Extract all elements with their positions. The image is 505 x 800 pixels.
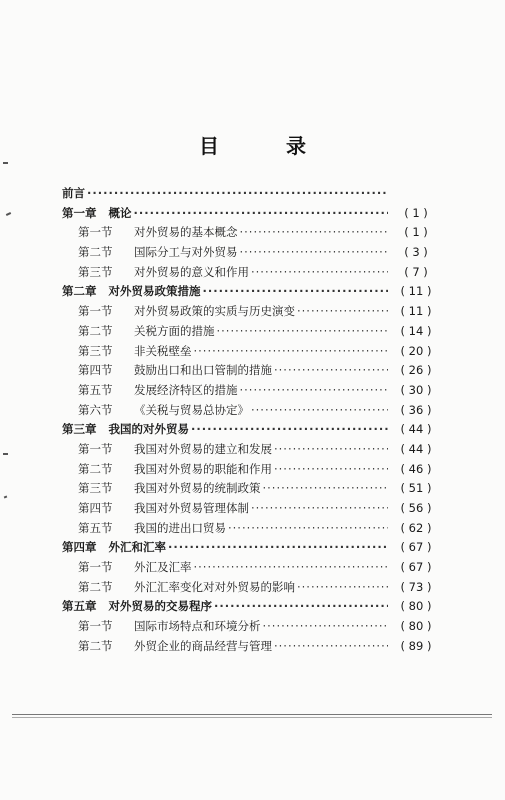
page-number: ( 80 ): [400, 599, 432, 614]
section-title: 关税方面的措施: [134, 323, 215, 338]
dot-leader: [251, 263, 388, 283]
section-title: 我国对外贸易管理体制: [134, 501, 249, 515]
section-number: 第四节: [78, 501, 113, 515]
margin-mark: [6, 212, 11, 216]
toc-chapter-row: [62, 282, 442, 302]
toc-section-row: [62, 263, 442, 283]
section-title: 鼓励出口和出口管制的措施: [134, 363, 272, 378]
toc-section-row: [62, 322, 442, 342]
section-title: 对外贸易的意义和作用: [134, 264, 249, 279]
dot-leader: [274, 637, 388, 657]
page-number: ( 80 ): [400, 619, 432, 634]
section-title: 外汇及汇率: [134, 560, 192, 575]
toc-section-row: [62, 479, 442, 499]
section-title: 我国对外贸易的职能和作用: [134, 461, 272, 476]
section-number: 第四节: [78, 363, 113, 378]
section-title: 我国对外贸易的统制政策: [134, 481, 261, 496]
section-number: 第二节: [78, 638, 113, 653]
dot-leader: [263, 617, 389, 637]
dot-leader: [214, 597, 388, 617]
page-number: ( 44 ): [400, 441, 432, 456]
toc-section-row: [62, 223, 442, 243]
page-number: ( 20 ): [400, 343, 432, 358]
chapter-title: 前言: [62, 186, 85, 200]
chapter-title: 我国的对外贸易: [108, 422, 189, 437]
margin-mark: [3, 453, 8, 455]
dot-leader: [228, 519, 388, 539]
dot-leader: [217, 322, 389, 342]
page-number: ( 73 ): [400, 579, 432, 594]
section-number: 第一节: [78, 441, 113, 456]
chapter-number: 第一章: [62, 205, 97, 220]
section-number: 第三节: [78, 264, 113, 279]
chapter-number: 第四章: [62, 540, 97, 555]
toc-section-row: [62, 460, 442, 480]
section-number: 第一节: [78, 619, 113, 634]
chapter-number: 第三章: [62, 422, 97, 437]
page-title: 目 录: [199, 134, 336, 158]
dot-leader: [240, 223, 389, 243]
section-number: 第二节: [78, 323, 113, 338]
dot-leader: [87, 184, 388, 204]
toc-chapter-row: [62, 597, 442, 617]
section-number: 第二节: [78, 461, 113, 476]
dot-leader: [263, 479, 389, 499]
section-number: 第三节: [78, 343, 113, 358]
section-number: 第二节: [78, 245, 113, 260]
page-number: ( 44 ): [400, 422, 432, 437]
toc-section-row: [62, 243, 442, 263]
section-title: 国际分工与对外贸易: [134, 245, 238, 260]
chapter-title: 概论: [108, 205, 132, 220]
margin-mark: [3, 162, 8, 164]
toc-section-row: [62, 440, 442, 460]
bottom-rule: [12, 714, 492, 715]
dot-leader: [251, 401, 388, 421]
section-number: 第一节: [78, 304, 113, 319]
toc-chapter-row: [62, 420, 442, 440]
section-title: 我国的进出口贸易: [134, 520, 226, 535]
section-title: 对外贸易政策的实质与历史演变: [134, 304, 295, 319]
chapter-number: 第二章: [62, 284, 97, 299]
section-title: 外贸企业的商品经营与管理: [134, 638, 272, 653]
dot-leader: [274, 460, 388, 480]
page-number: ( 14 ): [400, 323, 432, 338]
toc-section-row: [62, 342, 442, 362]
table-of-contents: [62, 184, 442, 657]
page-number: ( 67 ): [400, 560, 432, 575]
section-title: 对外贸易的基本概念: [134, 225, 238, 240]
toc-section-row: [62, 302, 442, 322]
toc-section-row: [62, 617, 442, 637]
dot-leader: [203, 282, 389, 302]
page-number: ( 36 ): [400, 402, 432, 417]
page-number: ( 30 ): [400, 382, 432, 397]
dot-leader: [191, 420, 388, 440]
page-number: ( 26 ): [400, 363, 432, 378]
page-number: ( 1 ): [404, 205, 428, 220]
toc-section-row: [62, 519, 442, 539]
toc-section-row: [62, 401, 442, 421]
chapter-title: 外汇和汇率: [108, 540, 166, 555]
section-number: 第五节: [78, 382, 113, 397]
page-number: ( 3 ): [404, 245, 428, 260]
page-number: ( 67 ): [400, 540, 432, 555]
dot-leader: [251, 499, 388, 519]
toc-chapter-row: [62, 184, 442, 204]
section-title: 发展经济特区的措施: [134, 382, 238, 397]
page-number: ( 1 ): [404, 225, 428, 240]
page-number: ( 51 ): [400, 481, 432, 496]
chapter-title: 对外贸易的交易程序: [108, 599, 212, 614]
bottom-rule: [12, 717, 492, 718]
toc-section-row: [62, 381, 442, 401]
toc-section-row: [62, 637, 442, 657]
page-number: ( 11 ): [400, 284, 432, 299]
section-title: 外汇汇率变化对对外贸易的影响: [134, 579, 295, 594]
page-number: ( 56 ): [400, 501, 432, 515]
page-number: ( 62 ): [400, 520, 432, 535]
section-title: 我国对外贸易的建立和发展: [134, 441, 272, 456]
page-number: ( 46 ): [400, 461, 432, 476]
dot-leader: [297, 578, 388, 598]
section-number: 第三节: [78, 481, 113, 496]
section-number: 第五节: [78, 520, 113, 535]
dot-leader: [240, 243, 389, 263]
dot-leader: [194, 342, 389, 362]
toc-chapter-row: [62, 538, 442, 558]
page-number: ( 89 ): [400, 638, 432, 653]
toc-section-row: [62, 499, 442, 519]
dot-leader: [274, 361, 388, 381]
dot-leader: [297, 302, 388, 322]
section-number: 第一节: [78, 225, 113, 240]
chapter-number: 第五章: [62, 599, 97, 614]
margin-mark: [4, 496, 8, 499]
toc-section-row: [62, 558, 442, 578]
section-title: 国际市场特点和环境分析: [134, 619, 261, 634]
section-number: 第一节: [78, 560, 113, 575]
section-number: 第六节: [78, 402, 113, 417]
dot-leader: [240, 381, 389, 401]
toc-chapter-row: [62, 204, 442, 224]
section-title: 非关税壁垒: [134, 343, 192, 358]
toc-section-row: [62, 578, 442, 598]
dot-leader: [134, 204, 389, 224]
dot-leader: [194, 558, 389, 578]
dot-leader: [168, 538, 388, 558]
toc-section-row: [62, 361, 442, 381]
page-number: ( 7 ): [404, 264, 428, 279]
page-number: ( 11 ): [400, 304, 432, 319]
chapter-title: 对外贸易政策措施: [108, 284, 201, 299]
dot-leader: [274, 440, 388, 460]
section-number: 第二节: [78, 579, 113, 594]
section-title: 《关税与贸易总协定》: [134, 402, 249, 417]
